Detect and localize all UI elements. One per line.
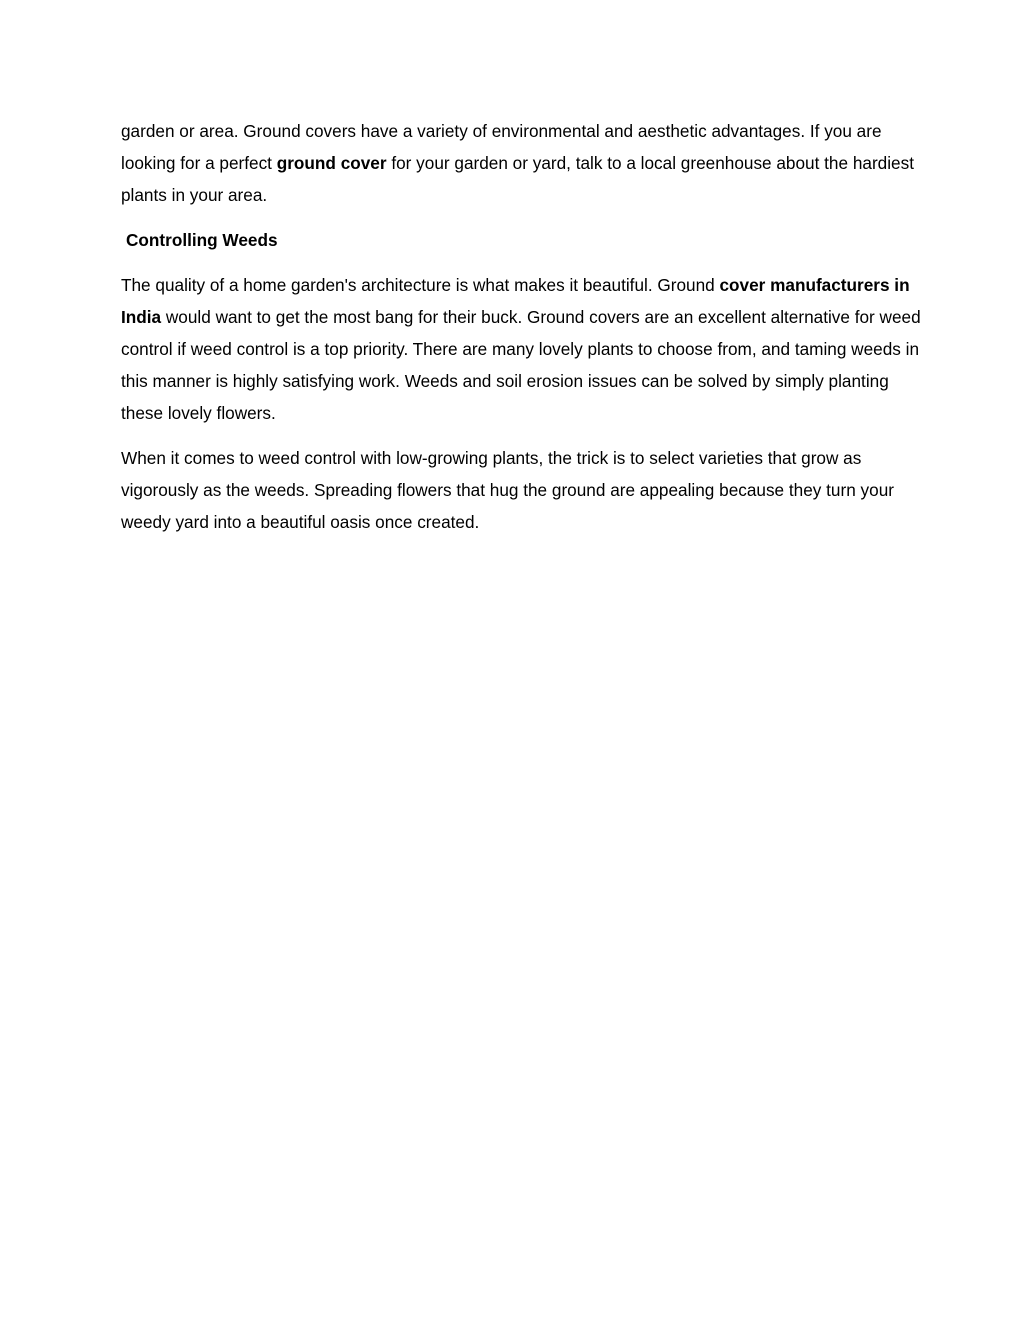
paragraph-weed-control-text-end: would want to get the most bang for their buck. Ground covers are an excellent alternative for weed control if weed control is a top priority. There are many lovely plants to choose from, and taming weeds in this manner is highly satisfying work. Weeds and soil erosion issues can be solved by simply planting these lovely flowers. — [121, 307, 921, 423]
paragraph-weed-control-bold-link: cover manufacturers in India — [121, 275, 910, 327]
document-body — [121, 115, 921, 551]
paragraph-intro-text-start: garden or area. Ground covers have a variety of environmental and aesthetic advantages. If you are looking for a perfect — [121, 121, 882, 173]
paragraph-intro — [121, 115, 921, 211]
section-heading: Controlling Weeds — [126, 230, 278, 250]
paragraph-intro-bold-link: ground cover — [276, 153, 387, 173]
paragraph-intro-text-end: for your garden or yard, talk to a local greenhouse about the hardiest plants in your area. — [121, 153, 914, 205]
paragraph-low-growing-plants: When it comes to weed control with low-growing plants, the trick is to select varieties that grow as vigorously as the weeds. Spreading flowers that hug the ground are appealing because they turn your weedy yard into a beautiful oasis once created. — [121, 448, 894, 532]
paragraph-weed-control — [121, 269, 921, 429]
paragraph-weed-control-text-start: The quality of a home garden's architecture is what makes it beautiful. Ground — [121, 275, 720, 295]
